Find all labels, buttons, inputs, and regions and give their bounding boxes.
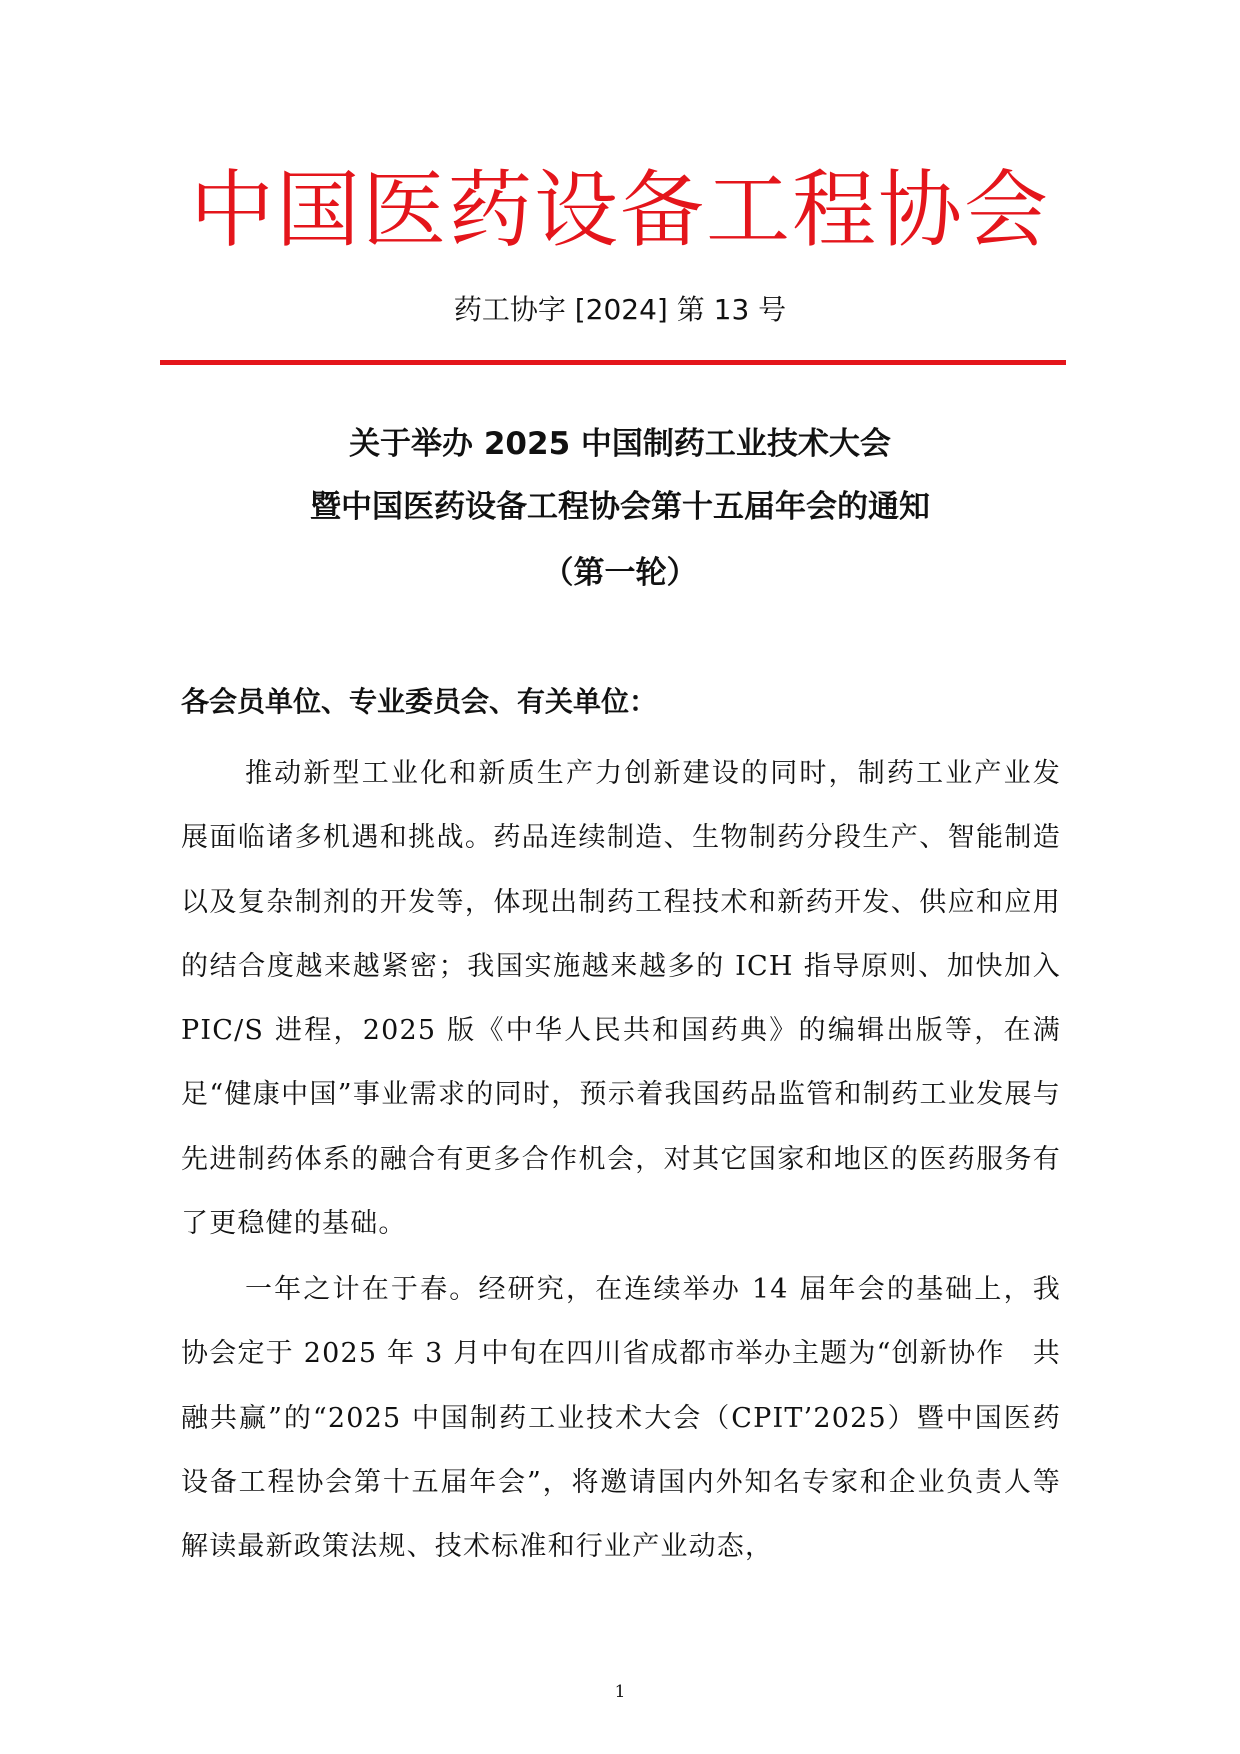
header-red-rule [160, 360, 1066, 365]
salutation: 各会员单位、专业委员会、有关单位： [181, 685, 658, 718]
notice-title-round: （第一轮） [542, 555, 698, 591]
page-number: 1 [614, 1682, 626, 1702]
document-number: 药工协字 [2024] 第 13 号 [453, 293, 787, 326]
organization-name-header: 中国医药设备工程协会 [189, 161, 1050, 259]
notice-title-line-2: 暨中国医药设备工程协会第十五届年会的通知 [310, 489, 930, 525]
body-paragraph-1: 推动新型工业化和新质生产力创新建设的同时，制药工业产业发展面临诸多机遇和挑战。药品连续制造、生物制药分段生产、智能制造以及复杂制剂的开发等，体现出制药工程技术和新药开发、供应和应用的结合度越来越紧密；我国实施越来越多的 ICH 指导原则、加快加入 PIC/S 进程，2025 版《中华人民共和国药典》的编辑出版等，在满足“健康中国”事业需求的同时，预示着我国药品监管和制药工业发展与先进制药体系的融合有更多合作机会，对其它国家和地区的医药服务有了更稳健的基础。 [181, 758, 1061, 1240]
body-paragraph-2: 一年之计在于春。经研究，在连续举办 14 届年会的基础上，我协会定于 2025 年 3 月中旬在四川省成都市举办主题为“创新协作 共融共赢”的“2025 中国制药工业技术大会（CPIT’2025）暨中国医药设备工程协会第十五届年会”，将邀请国内外知名专家和企业负责人等解读最新政策法规、技术标准和行业产业动态， [181, 1274, 1061, 1563]
notice-title-line-1: 关于举办 2025 中国制药工业技术大会 [349, 426, 891, 462]
